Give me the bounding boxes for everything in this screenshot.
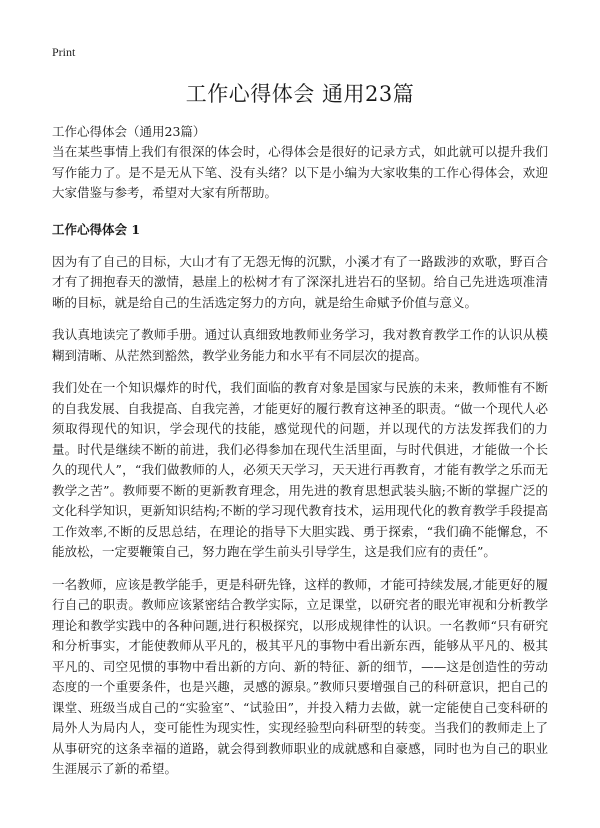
body-paragraph-2: 我认真地读完了教师手册。通过认真细致地教师业务学习，我对教育教学工作的认识从模糊到清晰、从茫然到豁然，教学业务能力和水平有不同层次的提高。 — [52, 327, 548, 363]
section-heading: 工作心得体会 1 — [52, 221, 141, 237]
document-subtitle: 工作心得体会（通用23篇） — [52, 124, 206, 139]
document-title: 工作心得体会 通用23篇 — [185, 82, 415, 106]
intro-paragraph: 当在某些事情上我们有很深的体会时，心得体会是很好的记录方式，如此就可以提升我们写作能力了。是不是无从下笔、没有头绪？以下是小编为大家收集的工作心得体会，欢迎大家借鉴与参考，希望对大家有所帮助。 — [52, 144, 548, 200]
body-paragraph-3: 我们处在一个知识爆炸的时代，我们面临的教育对象是国家与民族的未来，教师惟有不断的自我发展、自我提高、自我完善，才能更好的履行教育这神圣的职责。“做一个现代人必须取得现代的知识，学会现代的技能，感觉现代的问题，并以现代的方法发挥我们的力量。时代是继续不断的前进，我们必得参加在现代生活里面，与时代俱进，才能做一个长久的现代人”，“我们做教师的人，必须天天学习，天天进行再教育，才能有教学之乐而无教学之苦”。教师要不断的更新教育理念，用先进的教育思想武装头脑;不断的掌握广泛的文化科学知识，更新知识结构;不断的学习现代教育技术，运用现代化的教育教学手段提高工作效率,不断的反思总结，在理论的指导下大胆实践、勇于探索，“我们确不能懈怠，不能放松，一定要鞭策自己，努力跑在学生前头引导学生，这是我们应有的责任”。 — [52, 380, 548, 559]
body-paragraph-1: 因为有了自己的目标，大山才有了无怨无悔的沉默，小溪才有了一路跋涉的欢歌，野百合才有了拥抱春天的激情，悬崖上的松树才有了深深扎进岩石的坚韧。给自己先进选项准清晰的目标，就是给自己的生活选定努力的方向，就是给生命赋予价值与意义。 — [52, 253, 548, 310]
print-link[interactable]: Print — [52, 45, 76, 59]
body-paragraph-4: 一名教师，应该是教学能手，更是科研先锋，这样的教师，才能可持续发展,才能更好的履行自己的职责。教师应该紧密结合教学实际，立足课堂，以研究者的眼光审视和分析教学理论和教学实践中的各种问题,进行积极探究，以形成规律性的认识。一名教师“只有研究和分析事实，才能使教师从平凡的，极其平凡的事物中看出新东西，能够从平凡的、极其平凡的、司空见惯的事物中看出新的方向、新的特征、新的细节，——这是创造性的劳动态度的一个重要条件，也是兴趣，灵感的源泉。”教师只要增强自己的科研意识，把自己的课堂、班级当成自己的“实验室”、“试验田”，并投入精力去做，就一定能使自己变科研的局外人为局内人，变可能性为现实性，实现经验型向科研型的转变。当我们的教师走上了从事研究的这条幸福的道路，就会得到教师职业的成就感和自豪感，同时也为自己的职业生涯展示了新的希望。 — [52, 576, 548, 776]
